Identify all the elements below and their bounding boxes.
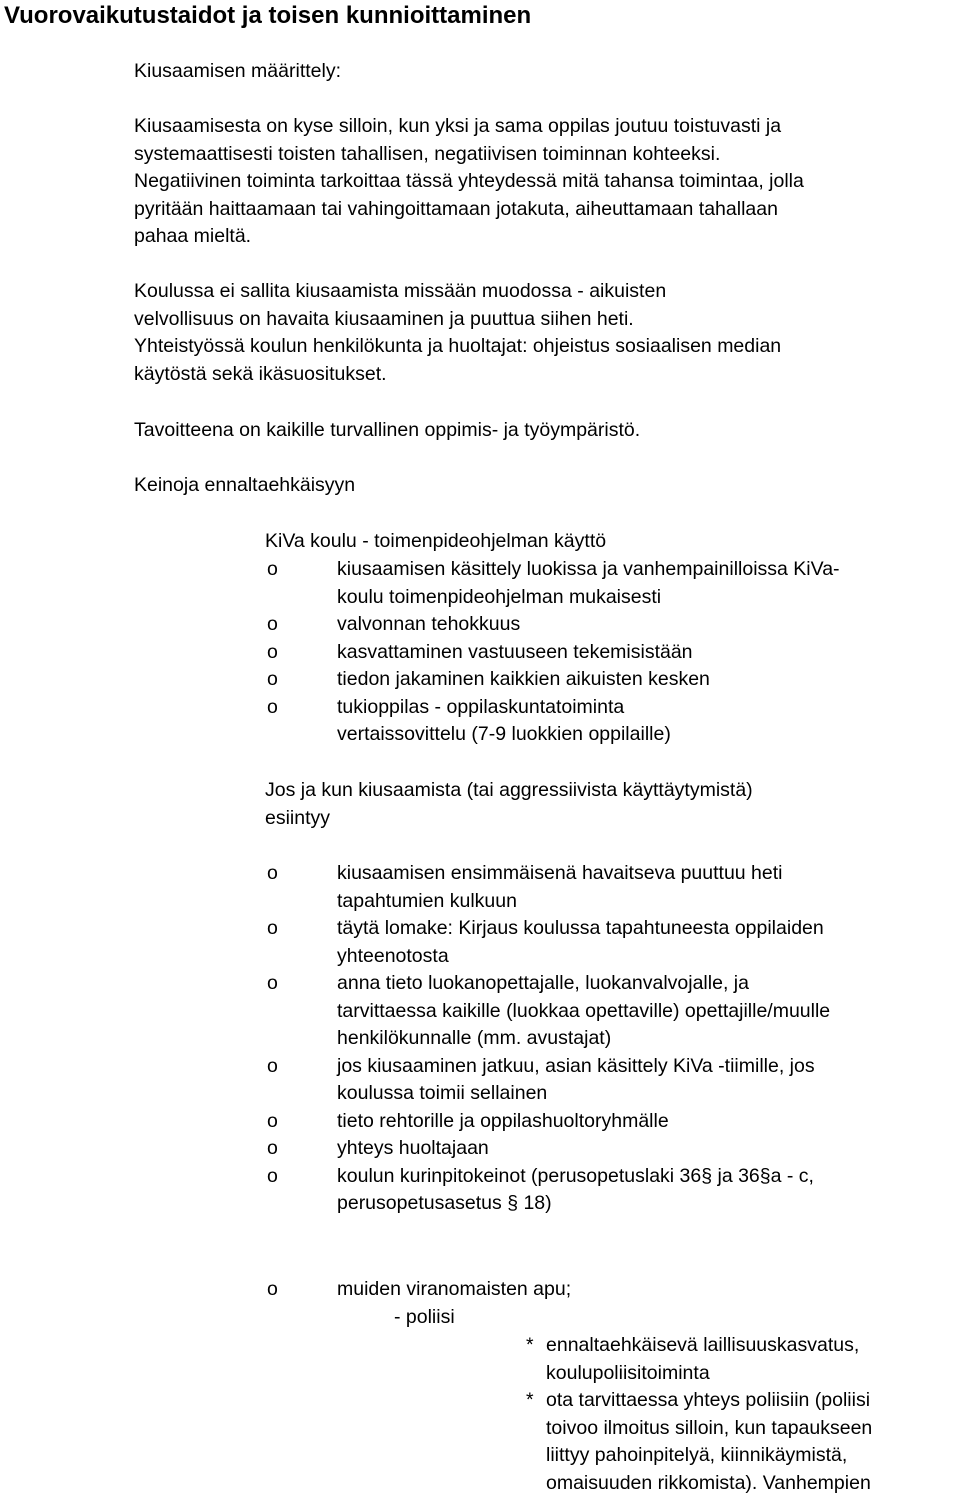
asterisk-marker: * [526,1389,534,1411]
text-line: koulupoliisitoiminta [546,1361,710,1384]
list-item [265,666,840,694]
text-line: Negatiivinen toiminta tarkoittaa tässä yhteydessä mitä tahansa toimintaa, jolla [134,170,804,192]
bullet-marker: o [267,558,278,580]
list-item-text: henkilökunnalle (mm. avustajat) [337,1027,612,1049]
list-item-text: anna tieto luokanopettajalle, luokanvalvojalle, ja [337,972,749,994]
list-item [265,860,830,915]
list-item-text: täytä lomake: Kirjaus koulussa tapahtuneesta oppilaiden [337,917,824,939]
bullet-marker: o [267,668,278,690]
bullet-marker: o [267,1137,278,1159]
school-policy-paragraph [134,278,781,388]
list-item-text: koulussa toimii sellainen [337,1082,548,1104]
text-line: ota tarvittaessa yhteys poliisiin (poliisi [546,1389,871,1411]
bullet-marker: o [267,1109,278,1132]
list-item-text: kiusaamisen ensimmäisenä havaitseva puuttuu heti [337,862,783,884]
bullet-marker: o [267,1054,278,1077]
bullet-marker: o [267,640,278,663]
goal-statement: Tavoitteena on kaikille turvallinen oppimis- ja työympäristö. [134,419,641,441]
text-line: omaisuuden rikkomista). Vanhempien [546,1471,871,1494]
list-item-text: tukioppilas - oppilaskuntatoiminta [337,695,625,718]
list-item-text: yhteys huoltajaan [337,1137,489,1159]
list-item [265,1163,830,1218]
list-item-text: yhteenotosta [337,944,449,967]
text-line: systemaattisesti toisten tahallisen, negatiivisen toiminnan kohteeksi. [134,142,721,165]
bullet-marker: o [267,613,278,635]
list-item-text: kiusaamisen käsittely luokissa ja vanhempainilloissa KiVa- [337,558,840,580]
kiva-heading: KiVa koulu - toimenpideohjelman käyttö [265,530,607,552]
authorities-list [265,1276,571,1304]
bullet-marker: o [267,917,278,939]
list-item-text: muiden viranomaisten apu; [337,1278,572,1300]
bullet-marker: o [267,695,278,718]
text-line: Jos ja kun kiusaamista (tai aggressiivista käyttäytymistä) [265,779,753,801]
list-item-text: tarvittaessa kaikille (luokkaa opettaville) opettajille/muulle [337,999,831,1022]
definition-heading: Kiusaamisen määrittely: [134,60,341,82]
police-point [526,1332,859,1387]
list-item-text: kasvattaminen vastuuseen tekemisistään [337,640,693,663]
bullet-marker: o [267,1164,278,1187]
list-item-text: tapahtumien kulkuun [337,889,517,912]
text-line: käytöstä sekä ikäsuositukset. [134,362,387,385]
list-item-text: tiedon jakaminen kaikkien aikuisten kesken [337,668,710,690]
list-item-text: jos kiusaaminen jatkuu, asian käsittely KiVa -tiimille, jos [337,1054,815,1077]
text-line: ennaltaehkäisevä laillisuuskasvatus, [546,1334,860,1356]
page-title: Vuorovaikutustaidot ja toisen kunnioittaminen [4,2,532,29]
text-line: velvollisuus on havaita kiusaaminen ja puuttua siihen heti. [134,307,634,330]
list-item-text: perusopetusasetus § 18) [337,1192,552,1214]
police-label: - poliisi [394,1306,455,1328]
text-line: Kiusaamisesta on kyse silloin, kun yksi ja sama oppilas joutuu toistuvasti ja [134,115,782,137]
police-point [526,1387,872,1497]
list-item [265,1108,830,1136]
response-list [265,860,830,1218]
bullet-marker: o [267,1278,278,1300]
bullet-marker: o [267,972,278,994]
list-item-text: koulun kurinpitokeinot (perusopetuslaki 36§ ja 36§a - c, [337,1164,814,1187]
list-item [265,611,840,639]
list-item [265,970,830,1053]
text-line: Koulussa ei sallita kiusaamista missään muodossa - aikuisten [134,280,667,302]
bullet-marker: o [267,862,278,884]
list-item [265,556,840,611]
list-item-text: tieto rehtorille ja oppilashuoltoryhmälle [337,1109,669,1132]
prevention-heading: Keinoja ennaltaehkäisyyn [134,474,356,496]
list-item [265,1135,830,1163]
list-item [265,915,830,970]
text-line: toivoo ilmoitus silloin, kun tapaukseen [546,1416,873,1439]
asterisk-marker: * [526,1334,534,1356]
text-line: liittyy pahoinpitelyä, kiinnikäymistä, [546,1444,848,1466]
prevention-list [265,556,840,749]
list-item-text: vertaissovittelu (7-9 luokkien oppilaille) [337,723,671,745]
text-line: Yhteistyössä koulun henkilökunta ja huoltajat: ohjeistus sosiaalisen median [134,335,782,357]
list-item [265,694,840,749]
list-item [265,1276,571,1304]
list-item-text: koulu toimenpideohjelman mukaisesti [337,585,662,608]
list-item [265,1053,830,1108]
if-bullying-heading [265,777,753,832]
text-line: esiintyy [265,806,331,829]
list-item-text: valvonnan tehokkuus [337,613,521,635]
definition-paragraph [134,113,804,251]
text-line: pahaa mieltä. [134,225,252,247]
text-line: pyritään haittaamaan tai vahingoittamaan jotakuta, aiheuttamaan tahallaan [134,197,778,220]
list-item [265,639,840,667]
